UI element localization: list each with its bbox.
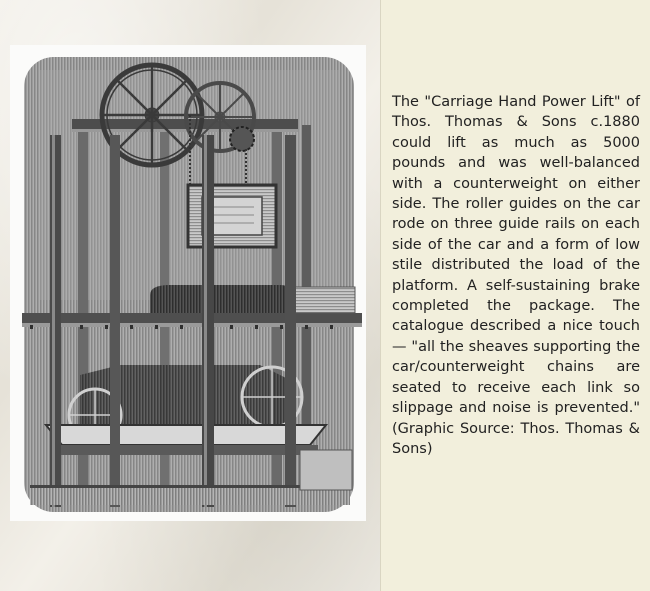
caption-text: The "Carriage Hand Power Lift" of Thos. Thomas & Sons c.1880 could lift as much as 5000 pounds and was well-balanced with a counterweight on either side. The roller guides on the car rode on three guide rails on each side of the car and a form of low stile distributed the load of the platform. A self-sustaining brake completed the package. The catalogue described a nice touch — "all the sheaves supporting the car/counterweight chains are seated to receive each link so slippage and noise is prevented." (Graphic Source: Thos. Thomas & Sons) xyxy=(392,94,640,457)
carriage-lift-engraving xyxy=(10,45,366,521)
